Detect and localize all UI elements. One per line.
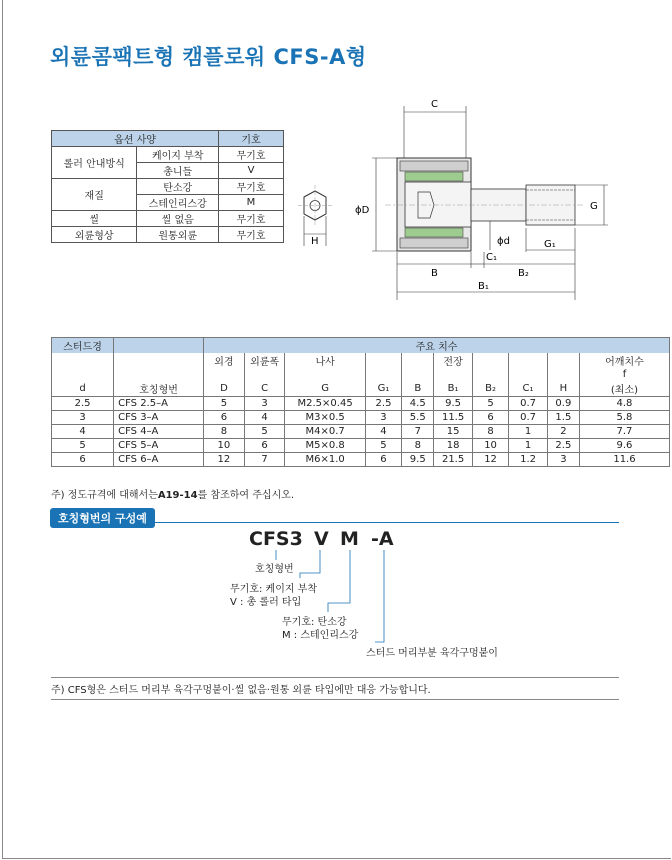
cell-C1: 0.7 — [509, 397, 548, 411]
dim-b1-label: B₁ — [478, 281, 489, 292]
cell-C1: 1.2 — [509, 453, 548, 467]
section-title: 호칭형번의 구성예 — [50, 508, 155, 528]
cell-B2: 5 — [472, 397, 508, 411]
bottom-note: 주) CFS형은 스터드 머리부 육각구멍붙이·씰 없음·원통 외륜 타입에만 대응 가능합니다. — [51, 677, 619, 700]
cell-B1: 15 — [434, 425, 473, 439]
cell-G1: 2.5 — [365, 397, 401, 411]
cell-f: 7.7 — [579, 425, 669, 439]
cell-C: 6 — [244, 439, 285, 453]
code-material-line2: M : 스테인리스강 — [282, 630, 359, 641]
options-group: 외륜형상 — [52, 227, 137, 243]
cell-C: 7 — [244, 453, 285, 467]
cell-B: 8 — [402, 439, 434, 453]
cell-f: 9.6 — [579, 439, 669, 453]
cell-B: 5.5 — [402, 411, 434, 425]
cell-D: 6 — [204, 411, 245, 425]
cell-D: 5 — [204, 397, 245, 411]
options-item: 원통외륜 — [137, 227, 219, 243]
dim-g-label: G — [590, 201, 598, 212]
cell-B: 9.5 — [402, 453, 434, 467]
cell-G1: 4 — [365, 425, 401, 439]
header-d: d — [52, 381, 114, 397]
cell-d: 3 — [52, 411, 114, 425]
cell-B2: 12 — [472, 453, 508, 467]
cell-B2: 6 — [472, 411, 508, 425]
cell-B1: 21.5 — [434, 453, 473, 467]
header-G1: G₁ — [365, 381, 401, 397]
cell-H: 1.5 — [547, 411, 579, 425]
cell-d: 2.5 — [52, 397, 114, 411]
options-group: 씰 — [52, 211, 137, 227]
page-title: 외륜콤팩트형 캠플로워 CFS-A형 — [50, 45, 367, 69]
header-G: G — [285, 381, 365, 397]
code-material-line1: 무기호: 탄소강 — [282, 617, 347, 628]
cell-C1: 0.7 — [509, 411, 548, 425]
cell-model: CFS 3–A — [114, 411, 204, 425]
dim-d-outer-label: ϕD — [355, 205, 370, 216]
options-symbol: 무기호 — [219, 179, 284, 195]
cell-C1: 1 — [509, 425, 548, 439]
header-outer-width: 외륜폭 — [244, 353, 285, 368]
options-group: 롤러 안내방식 — [52, 147, 137, 179]
code-hex-socket: 스터드 머리부분 육각구멍붙이 — [366, 648, 498, 659]
cell-G1: 5 — [365, 439, 401, 453]
options-group: 재질 — [52, 179, 137, 211]
cell-H: 0.9 — [547, 397, 579, 411]
cell-H: 3 — [547, 453, 579, 467]
header-B: B — [402, 381, 434, 397]
dim-c1-label: C₁ — [486, 252, 497, 263]
cell-f: 4.8 — [579, 397, 669, 411]
cell-D: 8 — [204, 425, 245, 439]
cell-D: 10 — [204, 439, 245, 453]
cell-H: 2.5 — [547, 439, 579, 453]
header-length: 전장 — [434, 353, 473, 368]
cell-D: 12 — [204, 453, 245, 467]
code-part-roller: V — [314, 528, 329, 550]
dim-c-label: C — [431, 99, 438, 110]
cell-B1: 11.5 — [434, 411, 473, 425]
header-model: 호칭형번 — [114, 381, 204, 397]
options-symbol: 무기호 — [219, 227, 284, 243]
cell-model: CFS 4–A — [114, 425, 204, 439]
header-B2: B₂ — [472, 381, 508, 397]
options-item: 탄소강 — [137, 179, 219, 195]
cell-G: M6×1.0 — [285, 453, 365, 467]
cell-G1: 6 — [365, 453, 401, 467]
options-item: 케이지 부착 — [137, 147, 219, 163]
code-roller-line1: 무기호: 케이지 부착 — [230, 584, 318, 595]
code-part-base: CFS3 — [249, 528, 303, 550]
accuracy-note-suffix: 를 참조하여 주십시오. — [197, 490, 295, 501]
options-symbol: M — [219, 195, 284, 211]
header-C: C — [244, 381, 285, 397]
header-stud: 스터드경 — [52, 338, 114, 354]
header-main-dims: 주요 치수 — [204, 338, 670, 354]
header-B1: B₁ — [434, 381, 473, 397]
options-symbol: V — [219, 163, 284, 179]
cell-G: M3×0.5 — [285, 411, 365, 425]
header-D: D — [204, 381, 245, 397]
cell-C: 5 — [244, 425, 285, 439]
header-f: f — [579, 368, 669, 381]
header-H: H — [547, 381, 579, 397]
cell-G: M2.5×0.45 — [285, 397, 365, 411]
cell-B2: 10 — [472, 439, 508, 453]
cell-model: CFS 6–A — [114, 453, 204, 467]
cell-d: 5 — [52, 439, 114, 453]
header-thread: 나사 — [285, 353, 365, 368]
code-part-suffix: -A — [371, 528, 394, 550]
header-outer-dia: 외경 — [204, 353, 245, 368]
dim-b-label: B — [431, 268, 438, 279]
options-item: 총니들 — [137, 163, 219, 179]
cell-f: 11.6 — [579, 453, 669, 467]
accuracy-note-ref[interactable]: A19-14 — [157, 490, 198, 501]
dim-d-inner-label: ϕd — [497, 236, 510, 247]
dim-b2-label: B₂ — [518, 268, 529, 279]
cell-d: 4 — [52, 425, 114, 439]
code-roller-line2: V : 총 롤러 타입 — [230, 597, 302, 608]
cell-H: 2 — [547, 425, 579, 439]
cell-G1: 3 — [365, 411, 401, 425]
cell-B: 7 — [402, 425, 434, 439]
dim-h-label: H — [311, 236, 319, 247]
code-part-material: M — [340, 528, 359, 550]
cell-C: 3 — [244, 397, 285, 411]
accuracy-note-prefix: 주) 정도규격에 대해서는 — [51, 490, 158, 501]
cell-G: M4×0.7 — [285, 425, 365, 439]
options-symbol: 무기호 — [219, 211, 284, 227]
cell-C: 4 — [244, 411, 285, 425]
cell-B2: 8 — [472, 425, 508, 439]
options-header-spec: 옵션 사양 — [52, 131, 219, 147]
cell-model: CFS 5–A — [114, 439, 204, 453]
cell-B: 4.5 — [402, 397, 434, 411]
options-header-symbol: 기호 — [219, 131, 284, 147]
code-base-label: 호칭형번 — [255, 564, 294, 575]
cell-B1: 9.5 — [434, 397, 473, 411]
dim-g1-label: G₁ — [544, 239, 556, 250]
cell-model: CFS 2.5–A — [114, 397, 204, 411]
cell-G: M5×0.8 — [285, 439, 365, 453]
header-hex: 어깨치수 — [579, 353, 669, 368]
options-item: 스테인리스강 — [137, 195, 219, 211]
header-min: (최소) — [579, 381, 669, 397]
header-C1: C₁ — [509, 381, 548, 397]
options-item: 씰 없음 — [137, 211, 219, 227]
cell-d: 6 — [52, 453, 114, 467]
cell-C1: 1 — [509, 439, 548, 453]
cell-f: 5.8 — [579, 411, 669, 425]
cell-B1: 18 — [434, 439, 473, 453]
options-symbol: 무기호 — [219, 147, 284, 163]
